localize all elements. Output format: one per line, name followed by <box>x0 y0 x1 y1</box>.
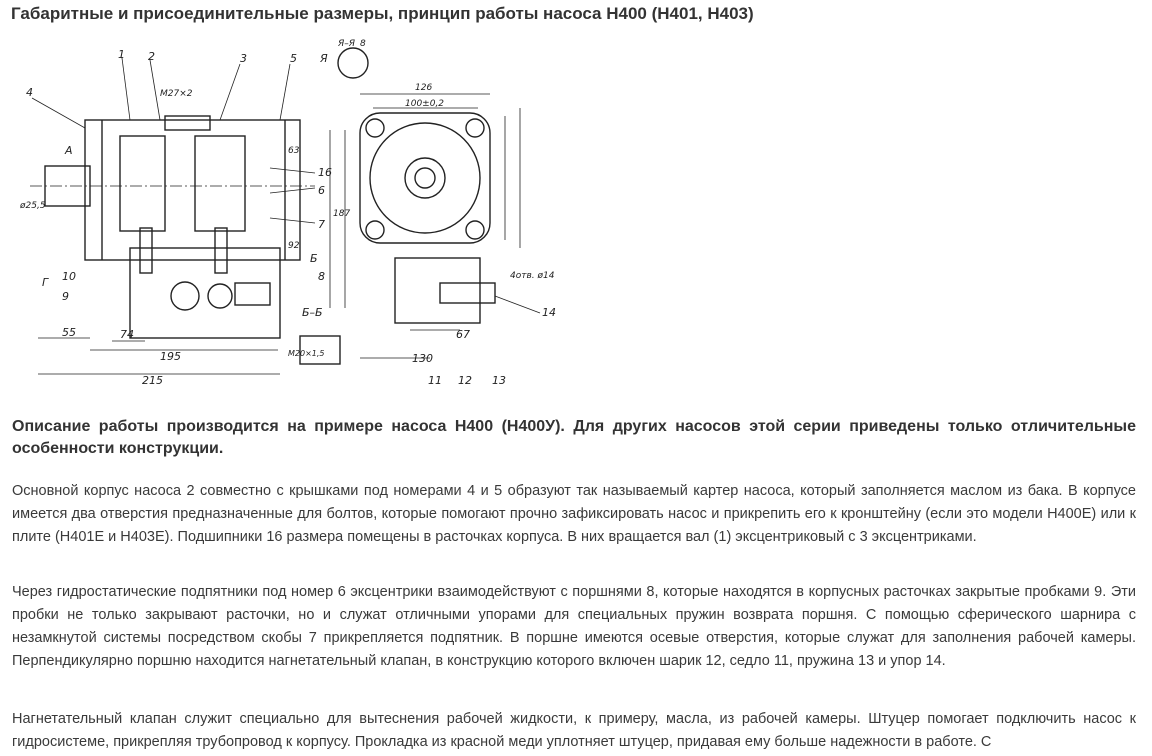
description-paragraph-3: Нагнетательный клапан служит специально для вытеснения рабочей жидкости, к примеру, масла, из рабочей камеры. Штуцер помогает подключить насос к гидросистеме, прикрепляя трубопровод к корпусу. Прокладка из красной меди уплотняет штуцер, придавая ему больше надежности в работе. С <box>12 711 1136 750</box>
drawing-label: 63 <box>288 146 300 156</box>
drawing-label: 8 <box>360 39 366 49</box>
drawing-label: 74 <box>120 328 134 341</box>
drawing-label: 5 <box>290 52 297 65</box>
drawing-label: 12 <box>458 374 472 387</box>
drawing-label: 7 <box>318 218 325 231</box>
drawing-label: 187 <box>333 209 351 219</box>
drawing-label: 4отв. ø14 <box>510 271 555 281</box>
drawing-label: 100±0,2 <box>405 99 445 109</box>
drawing-label: Я–Я <box>338 39 356 49</box>
drawing-label: 55 <box>62 326 76 339</box>
drawing-label: 130 <box>412 352 433 365</box>
drawing-label: 11 <box>428 374 442 387</box>
pump-technical-drawing <box>20 38 580 393</box>
drawing-label: A <box>65 144 73 157</box>
intro-text: Описание работы производится на примере насоса Н400 (Н400У). Для других насосов этой серии приведены только отличительные особенности конструкции. <box>12 418 1136 457</box>
drawing-label: 195 <box>160 350 181 363</box>
drawing-label: 14 <box>542 306 556 319</box>
drawing-label: 8 <box>318 270 325 283</box>
drawing-label: 92 <box>288 241 300 251</box>
drawing-label: 9 <box>62 290 69 303</box>
drawing-label: Б <box>310 252 318 265</box>
drawing-label: 4 <box>26 86 33 99</box>
drawing-label: 3 <box>240 52 247 65</box>
drawing-label: Я <box>320 52 328 65</box>
page-title: Габаритные и присоединительные размеры, принцип работы насоса Н400 (Н401, Н403) <box>11 4 754 23</box>
drawing-label: 10 <box>62 270 76 283</box>
drawing-label: 1 <box>118 48 125 61</box>
drawing-label: Г <box>42 276 49 289</box>
drawing-label: М27×2 <box>160 89 193 99</box>
drawing-label: 215 <box>142 374 163 387</box>
drawing-label: 16 <box>318 166 332 179</box>
drawing-label: М20×1,5 <box>288 349 325 358</box>
drawing-label: 2 <box>148 50 155 63</box>
description-paragraph-2: Через гидростатические подпятники под номер 6 эксцентрики взаимодействуют с поршнями 8, которые находятся в корпусных расточках закрытые пробками 9. Эти пробки не только закрывают расточки, но и служат отличными упорами для специальных пружин возврата поршня. С помощью сферического шарнира с незамкнутой системы посредством скобы 7 прикрепляется подпятник. В поршне имеются осевые отверстия, которые служат для заполнения рабочей камеры. Перпендикулярно поршню находится нагнетательный клапан, в конструкцию которого включен шарик 12, седло 11, пружина 13 и упор 14. <box>12 584 1136 669</box>
drawing-label: 67 <box>456 328 470 341</box>
pump-body-section <box>85 120 300 260</box>
drawing-label: Б–Б <box>302 306 323 319</box>
pump-front-view <box>360 113 490 243</box>
description-paragraph-1: Основной корпус насоса 2 совместно с крышками под номерами 4 и 5 образуют так называемый картер насоса, который заполняется маслом из бака. В корпусе имеется два отверстия предназначенные для болтов, которые помогают прочно зафиксировать насос и прикрепить его к кронштейну (если это модели Н400Е) или к плите (Н401Е и Н403Е). Подшипники 16 размера помещены в расточках корпуса. В них вращается вал (1) эксцентриковый с 3 эксцентриками. <box>12 483 1136 545</box>
drawing-label: 13 <box>492 374 506 387</box>
drawing-label: 126 <box>415 83 433 93</box>
drawing-label: ø25,5 <box>20 201 46 211</box>
drawing-label: 6 <box>318 184 325 197</box>
